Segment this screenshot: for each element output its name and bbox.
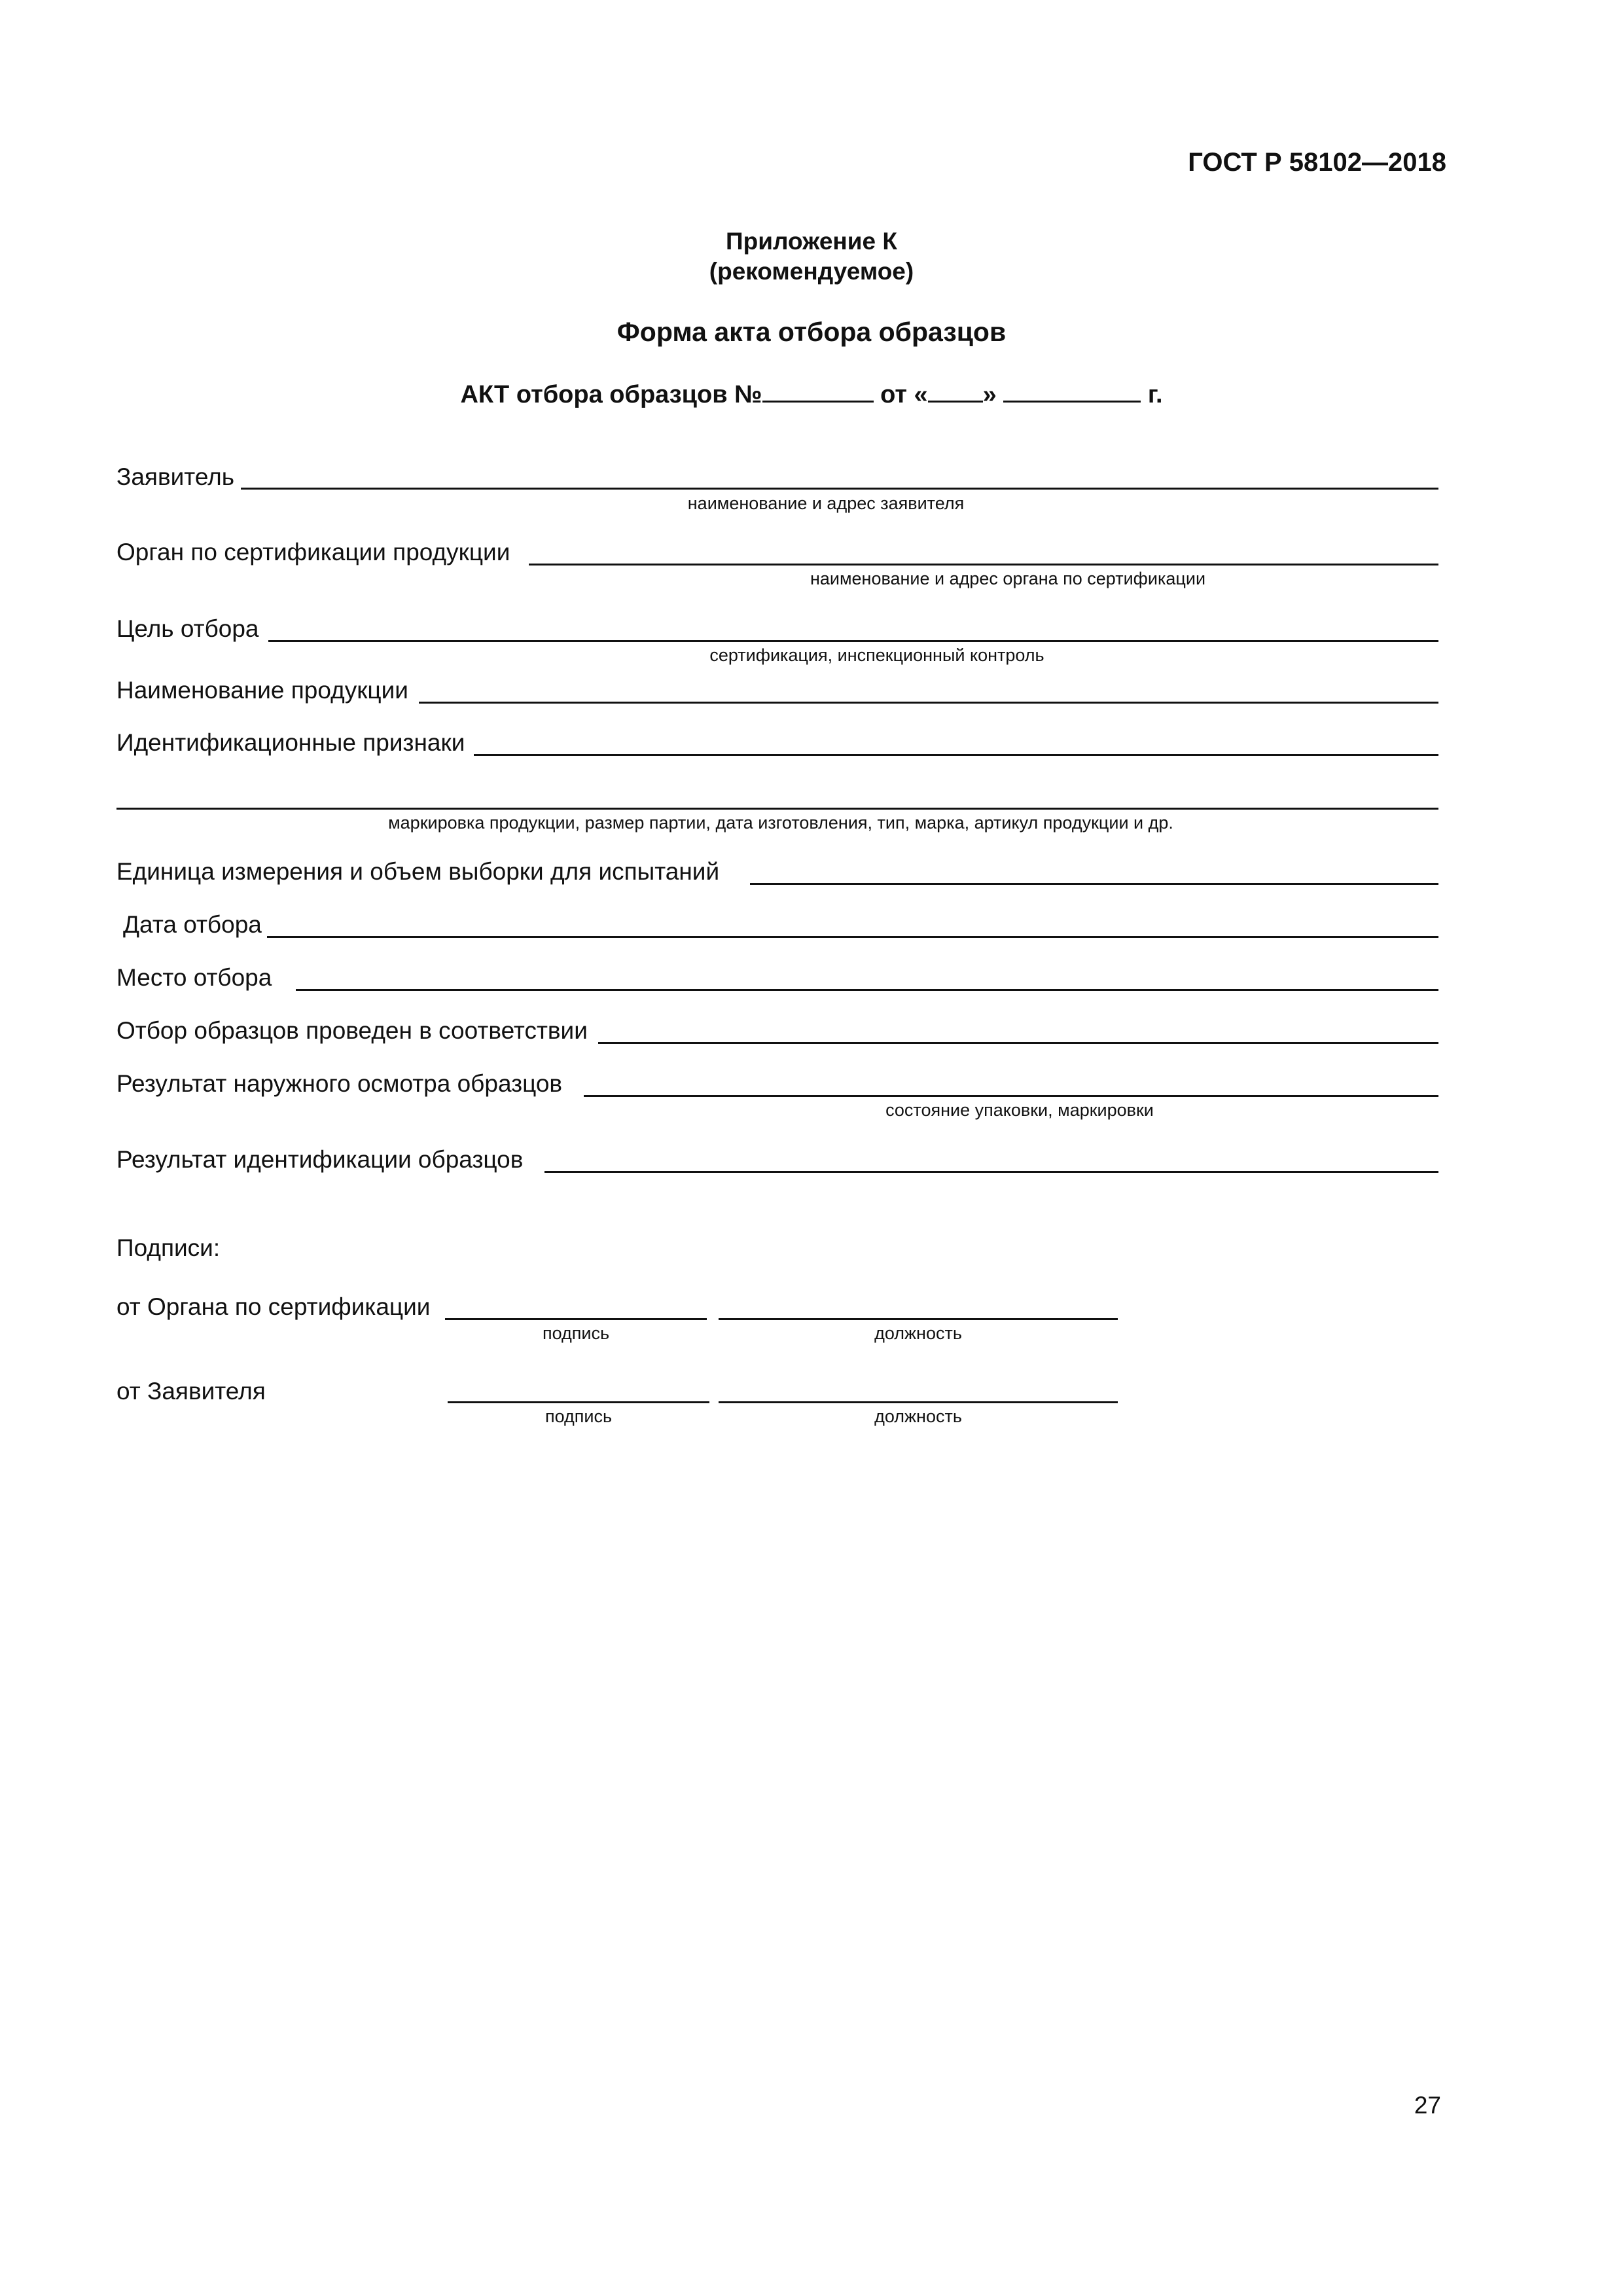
cert-body-hint: наименование и адрес органа по сертификации	[810, 569, 1206, 588]
act-title-quote-close: »	[982, 381, 997, 408]
purpose-hint: сертификация, инспекционный контроль	[709, 645, 1044, 665]
accordance-field[interactable]	[598, 1042, 1438, 1044]
act-number-blank[interactable]	[762, 378, 874, 403]
act-day-blank[interactable]	[928, 378, 983, 403]
act-title-from: от «	[880, 381, 928, 408]
identification-hint: маркировка продукции, размер партии, дата изготовления, тип, марка, артикул продукции и др.	[388, 813, 1173, 833]
place-field[interactable]	[296, 989, 1438, 991]
applicant-label: Заявитель	[116, 463, 235, 490]
signatures-heading: Подписи:	[116, 1234, 221, 1261]
date-field[interactable]	[267, 936, 1438, 938]
purpose-field[interactable]	[268, 640, 1438, 642]
cert-body-signature-field[interactable]	[445, 1318, 707, 1320]
applicant-signature-label: от Заявителя	[116, 1378, 266, 1405]
appendix-title: Приложение К	[726, 228, 897, 255]
identification-field-continued[interactable]	[116, 808, 1438, 810]
form-title: Форма акта отбора образцов	[616, 317, 1007, 347]
date-label: Дата отбора	[123, 911, 262, 938]
unit-volume-label: Единица измерения и объем выборки для испытаний	[116, 858, 720, 885]
inspection-label: Результат наружного осмотра образцов	[116, 1070, 563, 1097]
cert-body-signature-hint: подпись	[542, 1323, 610, 1343]
cert-body-position-field[interactable]	[719, 1318, 1118, 1320]
id-result-field[interactable]	[544, 1171, 1438, 1173]
cert-body-label: Орган по сертификации продукции	[116, 539, 510, 565]
place-label: Место отбора	[116, 964, 272, 991]
purpose-label: Цель отбора	[116, 615, 259, 642]
page-number: 27	[1414, 2092, 1441, 2119]
cert-body-signature-label: от Органа по сертификации	[116, 1293, 431, 1320]
accordance-label: Отбор образцов проведен в соответствии	[116, 1017, 588, 1044]
applicant-signature-hint: подпись	[544, 1407, 613, 1426]
product-name-field[interactable]	[419, 702, 1438, 704]
identification-label: Идентификационные признаки	[116, 729, 465, 756]
applicant-field[interactable]	[241, 488, 1438, 490]
applicant-position-field[interactable]	[719, 1401, 1118, 1403]
applicant-signature-field[interactable]	[448, 1401, 709, 1403]
id-result-label: Результат идентификации образцов	[116, 1146, 524, 1173]
appendix-heading	[0, 226, 1623, 287]
act-title	[0, 378, 1623, 409]
unit-volume-field[interactable]	[750, 883, 1438, 885]
product-name-label: Наименование продукции	[116, 677, 408, 704]
inspection-hint: состояние упаковки, маркировки	[885, 1100, 1154, 1120]
act-title-prefix: АКТ отбора образцов №	[460, 381, 762, 408]
inspection-field[interactable]	[584, 1095, 1438, 1097]
identification-field[interactable]	[474, 754, 1438, 756]
applicant-hint: наименование и адрес заявителя	[687, 493, 965, 513]
appendix-status: (рекомендуемое)	[709, 258, 914, 285]
act-title-year-suffix: г.	[1147, 381, 1163, 408]
cert-body-position-hint: должность	[874, 1323, 962, 1343]
act-month-blank[interactable]	[1003, 378, 1141, 403]
standard-code: ГОСТ Р 58102—2018	[1188, 148, 1446, 177]
cert-body-field[interactable]	[529, 564, 1438, 565]
applicant-position-hint: должность	[874, 1407, 962, 1426]
